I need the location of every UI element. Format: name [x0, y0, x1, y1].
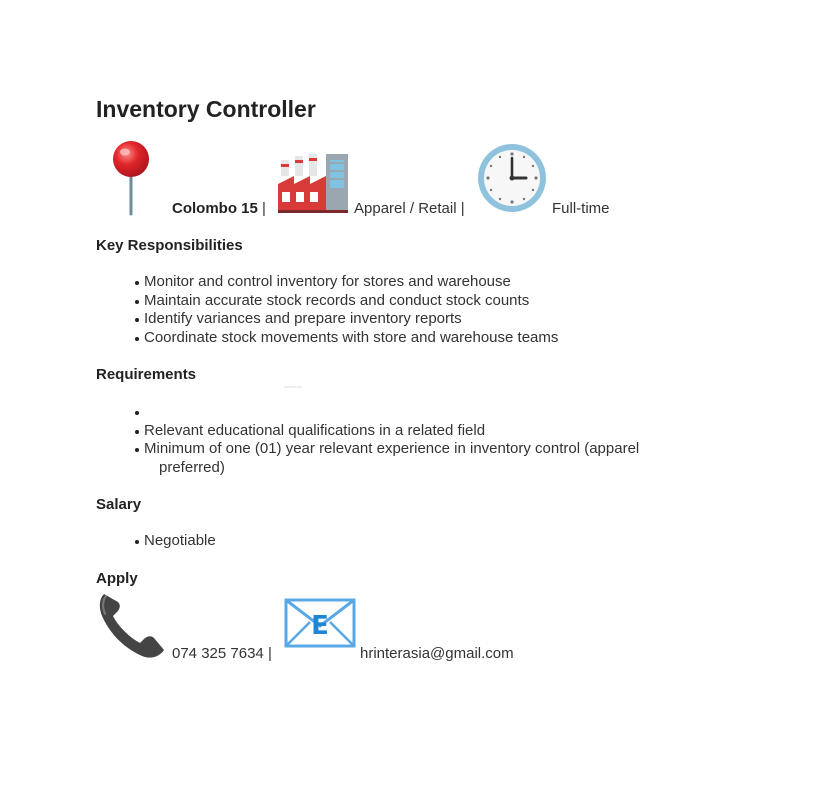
- email-address[interactable]: hrinterasia@gmail.com: [360, 645, 514, 662]
- location-text: [172, 200, 266, 217]
- job-type-text: Full-time: [552, 200, 610, 217]
- divider: [284, 386, 302, 388]
- salary-heading: Salary: [96, 496, 142, 513]
- list-item: Relevant educational qualifications in a related field: [134, 422, 694, 441]
- telephone-receiver-icon: [96, 588, 168, 665]
- list-item-line: Minimum of one (01) year relevant experience in inventory control (apparel: [144, 440, 640, 457]
- separator: |: [267, 645, 272, 662]
- location-value: Colombo 15: [172, 200, 258, 217]
- requirements-list: [134, 403, 694, 477]
- clock-icon: [476, 142, 548, 219]
- list-item: Coordinate stock movements with store and warehouse teams: [134, 329, 694, 348]
- list-item: Maintain accurate stock records and conduct stock counts: [134, 292, 694, 311]
- salary-list: [134, 532, 694, 551]
- list-item: Monitor and control inventory for stores and warehouse: [134, 273, 694, 292]
- requirements-heading: Requirements: [96, 366, 197, 383]
- job-meta-row: [96, 140, 716, 220]
- page-title: Inventory Controller: [96, 96, 316, 122]
- industry-value: Apparel / Retail: [354, 200, 457, 217]
- phone-number: 074 325 7634: [172, 645, 264, 662]
- industry-text: [354, 200, 465, 217]
- responsibilities-heading: Key Responsibilities: [96, 237, 243, 254]
- list-item: Negotiable: [134, 532, 694, 551]
- e-mail-icon: [284, 598, 356, 653]
- apply-row: [96, 588, 596, 663]
- round-pushpin-icon: [110, 140, 154, 221]
- list-item-line: preferred): [159, 458, 225, 476]
- phone-text: [172, 645, 272, 662]
- factory-icon: [278, 150, 350, 219]
- separator: |: [460, 200, 465, 217]
- responsibilities-list: [134, 273, 694, 347]
- svg-text:E: E: [311, 611, 329, 641]
- list-item: [134, 403, 694, 422]
- apply-heading: Apply: [96, 570, 138, 587]
- list-item: Identify variances and prepare inventory reports: [134, 310, 694, 329]
- separator: |: [262, 200, 266, 217]
- list-item: [134, 440, 694, 477]
